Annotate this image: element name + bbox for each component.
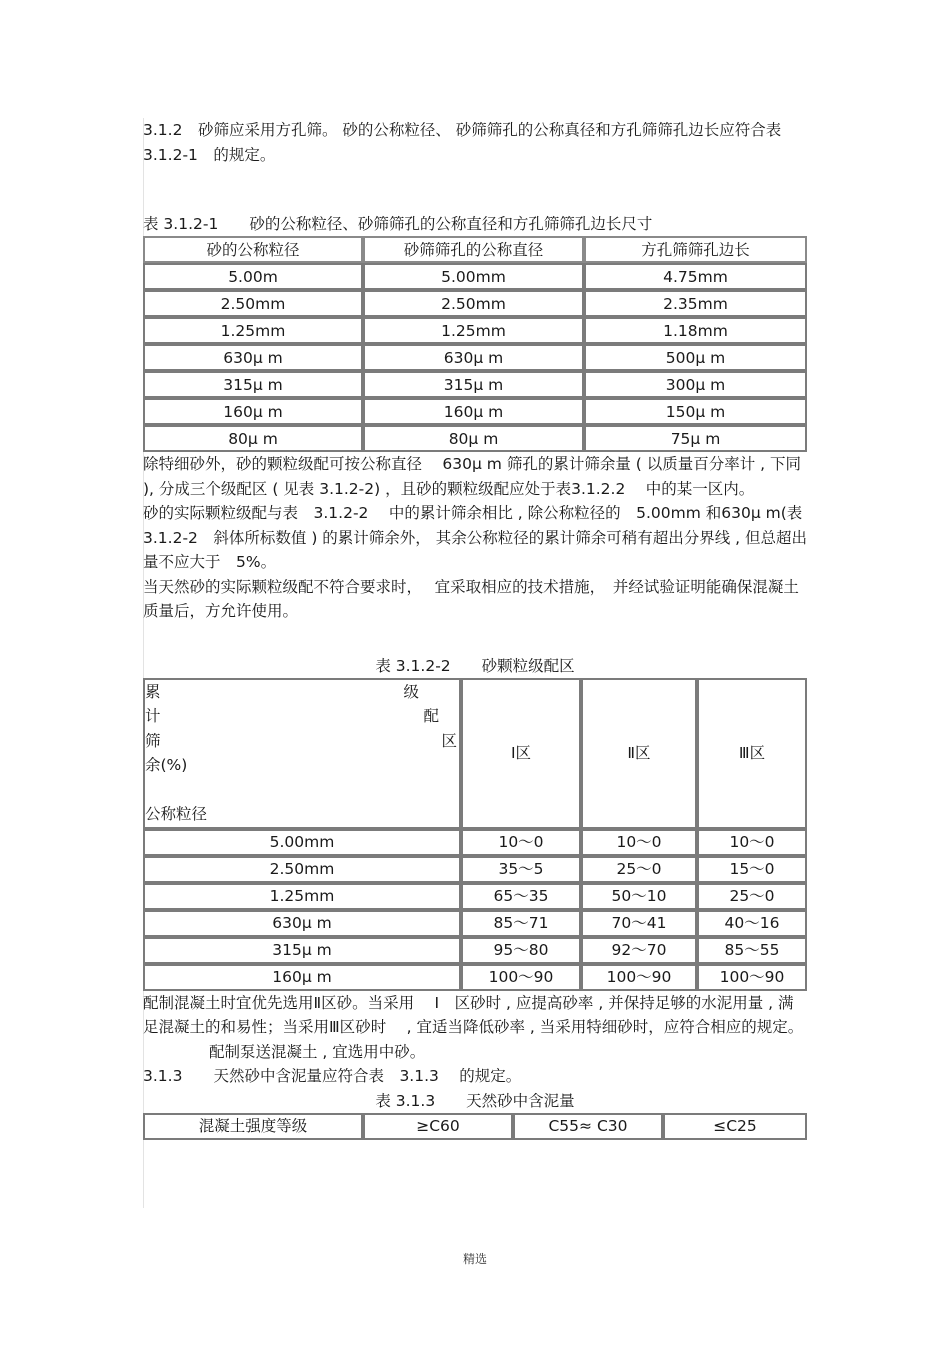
table-cell: 5.00m <box>143 263 363 290</box>
intro-paragraph: 3.1.2 砂筛应采用方孔筛。 砂的公称粒径、 砂筛筛孔的公称真径和方孔筛筛孔边长应符合表 3.1.2-1 的规定。 <box>143 121 797 164</box>
table-row <box>143 371 807 398</box>
table-row <box>143 964 807 991</box>
table-cell: 500μ m <box>584 344 807 371</box>
table-row <box>143 910 807 937</box>
zone-selection-paragraph: 配制混凝土时宜优先选用Ⅱ区砂。当采用 Ⅰ 区砂时 , 应提高砂率 , 并保持足够的水泥用量 , 满足混凝土的和易性；当采用Ⅲ区砂时 , 宜适当降低砂率 , 当采用特细砂时，应符合相应的规定。 <box>143 993 804 1036</box>
spacer <box>145 778 457 803</box>
table-cell: 70～41 <box>581 910 697 937</box>
table-header-row <box>143 236 807 263</box>
table-cell: 80μ m <box>143 425 363 452</box>
header-cell: 混凝土强度等级 <box>143 1113 363 1140</box>
table-cell: 85～71 <box>461 910 581 937</box>
table3-caption: 表 3.1.3 天然砂中含泥量 <box>375 1091 575 1110</box>
table-header-row <box>143 678 807 829</box>
cumulative-residue-paragraph: 砂的实际颗粒级配与表 3.1.2-2 中的累计筛余相比 , 除公称粒径的 5.00mm 和630μ m(表 3.1.2-2 斜体所标数值 ) 的累计筛余外， 其余公称粒径的累计筛余可稍有超出分界线 , 但总超出量不应大于 5%。 <box>143 504 808 571</box>
table-cell: 300μ m <box>584 371 807 398</box>
table-cell: 5.00mm <box>143 829 461 856</box>
table-row <box>143 937 807 964</box>
table-row <box>143 263 807 290</box>
zone-header-cell: Ⅲ区 <box>697 678 807 829</box>
table-cell: 92～70 <box>581 937 697 964</box>
grading-zone-paragraph: 除特细砂外，砂的颗粒级配可按公称直径 630μ m 筛孔的累计筛余量 ( 以质量百分率计 , 下同 ), 分成三个级配区 ( 见表 3.1.2-2) ，且砂的颗粒级配应处于表3.1.2.2 中的某一区内。 <box>143 455 802 498</box>
table-cell: 25～0 <box>581 856 697 883</box>
table-row <box>143 317 807 344</box>
table-row <box>143 425 807 452</box>
spacer <box>143 624 807 654</box>
table-cell: 5.00mm <box>363 263 584 290</box>
corner-line: 筛 区 <box>145 731 457 750</box>
table-cell: 1.25mm <box>363 317 584 344</box>
pump-concrete-paragraph: 配制泵送混凝土 , 宜选用中砂。 <box>209 1042 426 1061</box>
table-cell: 15～0 <box>697 856 807 883</box>
table2-caption: 表 3.1.2-2 砂颗粒级配区 <box>375 656 575 675</box>
spacer <box>143 167 807 212</box>
header-cell: ≥C60 <box>363 1113 513 1140</box>
table-cell: 75μ m <box>584 425 807 452</box>
table-cell: 160μ m <box>143 964 461 991</box>
corner-header-cell <box>143 678 461 829</box>
page-footer: 精选 <box>462 1252 487 1266</box>
table-cell: 2.50mm <box>363 290 584 317</box>
table-row <box>143 344 807 371</box>
header-cell: 方孔筛筛孔边长 <box>584 236 807 263</box>
table-cell: 150μ m <box>584 398 807 425</box>
table-cell: 1.18mm <box>584 317 807 344</box>
grading-zone-table <box>143 678 807 991</box>
table-cell: 50～10 <box>581 883 697 910</box>
table-cell: 315μ m <box>143 371 363 398</box>
table-cell: 4.75mm <box>584 263 807 290</box>
table-cell: 100～90 <box>697 964 807 991</box>
table-cell: 100～90 <box>461 964 581 991</box>
table-cell: 10～0 <box>581 829 697 856</box>
zone-header-cell: Ⅱ区 <box>581 678 697 829</box>
table-cell: 65～35 <box>461 883 581 910</box>
table-cell: 160μ m <box>363 398 584 425</box>
header-cell: 砂的公称粒径 <box>143 236 363 263</box>
header-cell: ≤C25 <box>663 1113 807 1140</box>
zone-header-cell: Ⅰ区 <box>461 678 581 829</box>
table-cell: 10～0 <box>461 829 581 856</box>
table-cell: 2.50mm <box>143 856 461 883</box>
table-cell: 630μ m <box>363 344 584 371</box>
table-cell: 25～0 <box>697 883 807 910</box>
table-cell: 10～0 <box>697 829 807 856</box>
table-row <box>143 829 807 856</box>
header-cell: 砂筛筛孔的公称直径 <box>363 236 584 263</box>
table-cell: 1.25mm <box>143 883 461 910</box>
corner-bottom-label: 公称粒径 <box>145 805 208 823</box>
table-cell: 40～16 <box>697 910 807 937</box>
table-header-row <box>143 1113 807 1140</box>
table-cell: 630μ m <box>143 344 363 371</box>
table-cell: 630μ m <box>143 910 461 937</box>
table-cell: 315μ m <box>363 371 584 398</box>
header-cell: C55≈ C30 <box>513 1113 663 1140</box>
corner-line: 计 配 <box>145 707 439 725</box>
non-conforming-paragraph: 当天然砂的实际颗粒级配不符合要求时， 宜采取相应的技术措施， 并经试验证明能确保混凝土质量后，方允许使用。 <box>143 577 799 620</box>
document-body <box>143 118 807 1140</box>
table-row <box>143 290 807 317</box>
table-cell: 80μ m <box>363 425 584 452</box>
table-row <box>143 856 807 883</box>
table-cell: 1.25mm <box>143 317 363 344</box>
clay-content-table <box>143 1113 807 1140</box>
corner-line: 累 级 <box>145 682 419 701</box>
table-cell: 2.50mm <box>143 290 363 317</box>
table1-caption: 表 3.1.2-1 砂的公称粒径、砂筛筛孔的公称直径和方孔筛筛孔边长尺寸 <box>143 215 653 233</box>
table-cell: 95～80 <box>461 937 581 964</box>
corner-line: 余(%) <box>145 756 188 774</box>
table-cell: 2.35mm <box>584 290 807 317</box>
table-cell: 85～55 <box>697 937 807 964</box>
section-3-1-3-heading: 3.1.3 天然砂中含泥量应符合表 3.1.3 的规定。 <box>143 1067 522 1085</box>
table-cell: 100～90 <box>581 964 697 991</box>
table-cell: 35～5 <box>461 856 581 883</box>
sieve-size-table <box>143 236 807 452</box>
table-row <box>143 883 807 910</box>
table-row <box>143 398 807 425</box>
table-cell: 315μ m <box>143 937 461 964</box>
table-cell: 160μ m <box>143 398 363 425</box>
